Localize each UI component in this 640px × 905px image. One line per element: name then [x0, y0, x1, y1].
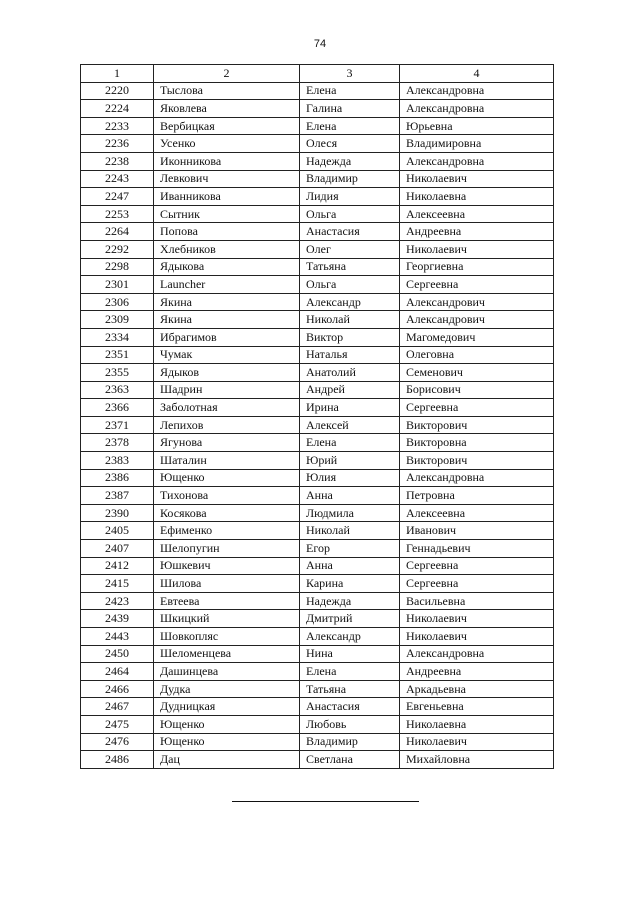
cell-number: 2443	[81, 628, 154, 646]
cell-name: Анастасия	[300, 223, 400, 241]
cell-name: Надежда	[300, 152, 400, 170]
cell-surname: Левкович	[154, 170, 300, 188]
cell-number: 2467	[81, 698, 154, 716]
cell-number: 2224	[81, 100, 154, 118]
table-row	[81, 82, 554, 100]
cell-number: 2415	[81, 575, 154, 593]
cell-patronymic: Юрьевна	[400, 117, 554, 135]
cell-patronymic: Сергеевна	[400, 399, 554, 417]
cell-name: Карина	[300, 575, 400, 593]
cell-patronymic: Васильевна	[400, 592, 554, 610]
page-number: 74	[313, 38, 327, 50]
cell-patronymic: Андреевна	[400, 663, 554, 681]
cell-surname: Попова	[154, 223, 300, 241]
cell-patronymic: Александровна	[400, 645, 554, 663]
cell-number: 2253	[81, 205, 154, 223]
cell-patronymic: Магомедович	[400, 328, 554, 346]
cell-patronymic: Евгеньевна	[400, 698, 554, 716]
cell-surname: Косякова	[154, 504, 300, 522]
cell-patronymic: Викторович	[400, 452, 554, 470]
cell-patronymic: Борисович	[400, 381, 554, 399]
cell-number: 2387	[81, 487, 154, 505]
cell-name: Людмила	[300, 504, 400, 522]
cell-patronymic: Александровна	[400, 152, 554, 170]
cell-patronymic: Александрович	[400, 311, 554, 329]
cell-number: 2292	[81, 240, 154, 258]
cell-patronymic: Николаевич	[400, 733, 554, 751]
column-header-patronymic: 4	[400, 65, 554, 83]
cell-surname: Дашинцева	[154, 663, 300, 681]
cell-name: Елена	[300, 82, 400, 100]
cell-surname: Юшкевич	[154, 557, 300, 575]
cell-name: Ирина	[300, 399, 400, 417]
cell-name: Николай	[300, 311, 400, 329]
cell-surname: Тихонова	[154, 487, 300, 505]
table-row	[81, 628, 554, 646]
cell-surname: Иванникова	[154, 188, 300, 206]
cell-surname: Ющенко	[154, 733, 300, 751]
cell-name: Виктор	[300, 328, 400, 346]
table-row	[81, 293, 554, 311]
cell-surname: Ядыков	[154, 364, 300, 382]
cell-surname: Ягунова	[154, 434, 300, 452]
table-row	[81, 364, 554, 382]
cell-number: 2301	[81, 276, 154, 294]
cell-patronymic: Николаевич	[400, 170, 554, 188]
cell-number: 2439	[81, 610, 154, 628]
closing-rule	[232, 801, 419, 802]
cell-surname: Launcher	[154, 276, 300, 294]
cell-surname: Чумак	[154, 346, 300, 364]
table-row	[81, 328, 554, 346]
cell-number: 2386	[81, 469, 154, 487]
cell-name: Егор	[300, 540, 400, 558]
cell-number: 2383	[81, 452, 154, 470]
cell-name: Анастасия	[300, 698, 400, 716]
table-row	[81, 575, 554, 593]
cell-surname: Ибрагимов	[154, 328, 300, 346]
table-row	[81, 698, 554, 716]
cell-name: Наталья	[300, 346, 400, 364]
table-row	[81, 487, 554, 505]
cell-surname: Якина	[154, 293, 300, 311]
table-row	[81, 434, 554, 452]
cell-surname: Дудка	[154, 680, 300, 698]
cell-surname: Ющенко	[154, 715, 300, 733]
cell-patronymic: Михайловна	[400, 751, 554, 769]
cell-surname: Иконникова	[154, 152, 300, 170]
table-row	[81, 135, 554, 153]
cell-patronymic: Геннадьевич	[400, 540, 554, 558]
cell-patronymic: Александровна	[400, 469, 554, 487]
table-row	[81, 751, 554, 769]
cell-number: 2355	[81, 364, 154, 382]
table-row	[81, 117, 554, 135]
cell-number: 2309	[81, 311, 154, 329]
cell-patronymic: Николаевна	[400, 188, 554, 206]
roster-table	[80, 64, 554, 769]
table-row	[81, 188, 554, 206]
cell-name: Александр	[300, 628, 400, 646]
cell-patronymic: Иванович	[400, 522, 554, 540]
cell-name: Нина	[300, 645, 400, 663]
cell-number: 2220	[81, 82, 154, 100]
table-row	[81, 381, 554, 399]
table-body	[81, 82, 554, 768]
column-header-name: 3	[300, 65, 400, 83]
cell-number: 2334	[81, 328, 154, 346]
cell-number: 2264	[81, 223, 154, 241]
cell-number: 2390	[81, 504, 154, 522]
cell-number: 2247	[81, 188, 154, 206]
table-row	[81, 452, 554, 470]
cell-patronymic: Викторович	[400, 416, 554, 434]
cell-surname: Тыслова	[154, 82, 300, 100]
table-row	[81, 223, 554, 241]
cell-surname: Евтеева	[154, 592, 300, 610]
cell-name: Татьяна	[300, 680, 400, 698]
cell-number: 2371	[81, 416, 154, 434]
cell-patronymic: Александровна	[400, 100, 554, 118]
table-row	[81, 346, 554, 364]
cell-number: 2236	[81, 135, 154, 153]
cell-name: Надежда	[300, 592, 400, 610]
cell-number: 2405	[81, 522, 154, 540]
cell-number: 2412	[81, 557, 154, 575]
cell-patronymic: Николаевич	[400, 610, 554, 628]
cell-patronymic: Сергеевна	[400, 575, 554, 593]
cell-patronymic: Олеговна	[400, 346, 554, 364]
cell-surname: Сытник	[154, 205, 300, 223]
cell-surname: Шовкопляс	[154, 628, 300, 646]
cell-name: Владимир	[300, 170, 400, 188]
cell-surname: Шкицкий	[154, 610, 300, 628]
cell-patronymic: Семенович	[400, 364, 554, 382]
table-row	[81, 733, 554, 751]
cell-surname: Лепихов	[154, 416, 300, 434]
cell-surname: Хлебников	[154, 240, 300, 258]
cell-patronymic: Андреевна	[400, 223, 554, 241]
table-row	[81, 522, 554, 540]
cell-surname: Шадрин	[154, 381, 300, 399]
cell-patronymic: Алексеевна	[400, 205, 554, 223]
cell-number: 2366	[81, 399, 154, 417]
cell-number: 2243	[81, 170, 154, 188]
cell-number: 2306	[81, 293, 154, 311]
cell-surname: Якина	[154, 311, 300, 329]
cell-patronymic: Алексеевна	[400, 504, 554, 522]
table-row	[81, 540, 554, 558]
cell-surname: Вербицкая	[154, 117, 300, 135]
cell-surname: Шеломенцева	[154, 645, 300, 663]
cell-number: 2363	[81, 381, 154, 399]
cell-patronymic: Николаевич	[400, 628, 554, 646]
table-row	[81, 240, 554, 258]
cell-name: Светлана	[300, 751, 400, 769]
table-row	[81, 557, 554, 575]
cell-name: Любовь	[300, 715, 400, 733]
cell-surname: Дудницкая	[154, 698, 300, 716]
table-row	[81, 152, 554, 170]
cell-patronymic: Сергеевна	[400, 276, 554, 294]
cell-name: Анатолий	[300, 364, 400, 382]
table-header-row	[81, 65, 554, 83]
table-row	[81, 276, 554, 294]
cell-name: Анна	[300, 487, 400, 505]
table-row	[81, 100, 554, 118]
cell-name: Лидия	[300, 188, 400, 206]
cell-patronymic: Викторовна	[400, 434, 554, 452]
cell-number: 2423	[81, 592, 154, 610]
cell-name: Олег	[300, 240, 400, 258]
cell-number: 2486	[81, 751, 154, 769]
table-row	[81, 170, 554, 188]
cell-patronymic: Александрович	[400, 293, 554, 311]
table-row	[81, 645, 554, 663]
cell-surname: Ющенко	[154, 469, 300, 487]
table-row	[81, 416, 554, 434]
cell-name: Анна	[300, 557, 400, 575]
cell-surname: Шаталин	[154, 452, 300, 470]
table-row	[81, 469, 554, 487]
cell-surname: Заболотная	[154, 399, 300, 417]
cell-name: Ольга	[300, 205, 400, 223]
cell-name: Галина	[300, 100, 400, 118]
table-row	[81, 311, 554, 329]
table-row	[81, 663, 554, 681]
cell-name: Николай	[300, 522, 400, 540]
cell-number: 2475	[81, 715, 154, 733]
cell-surname: Ефименко	[154, 522, 300, 540]
table-row	[81, 205, 554, 223]
table-row	[81, 592, 554, 610]
cell-surname: Ядыкова	[154, 258, 300, 276]
cell-name: Владимир	[300, 733, 400, 751]
column-header-surname: 2	[154, 65, 300, 83]
cell-surname: Усенко	[154, 135, 300, 153]
cell-name: Олеся	[300, 135, 400, 153]
cell-name: Елена	[300, 663, 400, 681]
cell-number: 2476	[81, 733, 154, 751]
cell-patronymic: Сергеевна	[400, 557, 554, 575]
cell-patronymic: Петровна	[400, 487, 554, 505]
cell-name: Елена	[300, 117, 400, 135]
cell-name: Дмитрий	[300, 610, 400, 628]
cell-patronymic: Николаевна	[400, 715, 554, 733]
cell-surname: Дац	[154, 751, 300, 769]
table-row	[81, 504, 554, 522]
cell-name: Татьяна	[300, 258, 400, 276]
cell-name: Андрей	[300, 381, 400, 399]
cell-surname: Шилова	[154, 575, 300, 593]
table-row	[81, 715, 554, 733]
cell-surname: Яковлева	[154, 100, 300, 118]
cell-surname: Шелопугин	[154, 540, 300, 558]
cell-number: 2464	[81, 663, 154, 681]
cell-number: 2466	[81, 680, 154, 698]
cell-name: Юрий	[300, 452, 400, 470]
table-row	[81, 258, 554, 276]
cell-number: 2378	[81, 434, 154, 452]
cell-name: Елена	[300, 434, 400, 452]
cell-number: 2298	[81, 258, 154, 276]
cell-name: Александр	[300, 293, 400, 311]
cell-patronymic: Георгиевна	[400, 258, 554, 276]
cell-name: Юлия	[300, 469, 400, 487]
table-row	[81, 680, 554, 698]
cell-patronymic: Аркадьевна	[400, 680, 554, 698]
cell-number: 2351	[81, 346, 154, 364]
column-header-number: 1	[81, 65, 154, 83]
cell-patronymic: Владимировна	[400, 135, 554, 153]
cell-number: 2450	[81, 645, 154, 663]
table-row	[81, 610, 554, 628]
cell-number: 2407	[81, 540, 154, 558]
cell-number: 2233	[81, 117, 154, 135]
table-row	[81, 399, 554, 417]
cell-patronymic: Николаевич	[400, 240, 554, 258]
cell-number: 2238	[81, 152, 154, 170]
cell-patronymic: Александровна	[400, 82, 554, 100]
cell-name: Алексей	[300, 416, 400, 434]
cell-name: Ольга	[300, 276, 400, 294]
